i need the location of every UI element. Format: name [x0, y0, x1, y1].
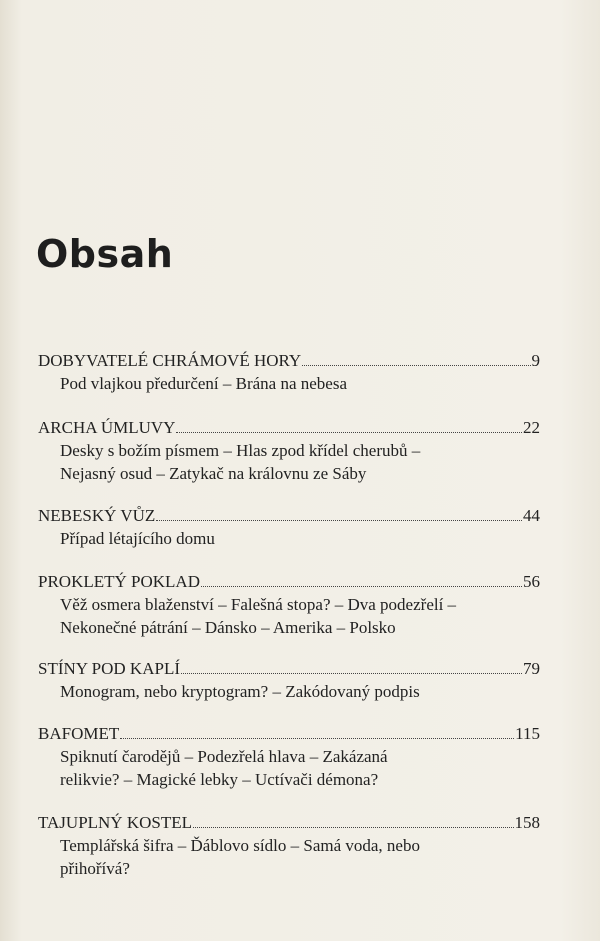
dot-leader	[193, 823, 514, 828]
page-number: 56	[523, 572, 540, 591]
page-number: 79	[523, 659, 540, 678]
toc-entry-heading	[38, 505, 540, 527]
page-number: 9	[531, 351, 540, 370]
toc-entry-heading	[38, 723, 540, 745]
chapter-title: PROKLETÝ POKLAD	[38, 572, 200, 591]
chapter-title: ARCHA ÚMLUVY	[38, 418, 176, 437]
dot-leader	[156, 516, 522, 521]
toc-entry-heading	[38, 658, 540, 680]
toc-entry-heading	[38, 571, 540, 593]
dot-leader	[120, 734, 514, 739]
chapter-subtopics: relikvie? – Magické lebky – Uctívači démona?	[60, 770, 379, 789]
chapter-subtopics: Nekonečné pátrání – Dánsko – Amerika – Polsko	[60, 618, 396, 637]
dot-leader	[181, 669, 522, 674]
page-number: 44	[523, 506, 540, 525]
page-number: 22	[523, 418, 540, 437]
chapter-subtopics: Věž osmera blaženství – Falešná stopa? – Dva podezřelí –	[60, 595, 457, 614]
toc-entry	[38, 505, 540, 550]
dot-leader	[176, 428, 522, 433]
chapter-title: NEBESKÝ VŮZ	[38, 506, 156, 525]
chapter-subtopics: Pod vlajkou předurčení – Brána na nebesa	[60, 374, 348, 393]
chapter-subtopics: Nejasný osud – Zatykač na královnu ze Sáby	[60, 464, 367, 483]
chapter-subtopics: Desky s božím písmem – Hlas zpod křídel cherubů –	[60, 441, 421, 460]
toc-entry	[38, 658, 540, 703]
chapter-title: STÍNY POD KAPLÍ	[38, 659, 180, 678]
toc-entry-heading	[38, 812, 540, 834]
toc-entry	[38, 350, 540, 395]
dot-leader	[302, 361, 530, 366]
chapter-subtopics: Případ létajícího domu	[60, 529, 215, 548]
page-number: 115	[515, 724, 540, 743]
page-title: Obsah	[36, 232, 174, 276]
chapter-title: BAFOMET	[38, 724, 120, 743]
toc-entry-heading	[38, 350, 540, 372]
toc-entry	[38, 571, 540, 639]
chapter-title: DOBYVATELÉ CHRÁMOVÉ HORY	[38, 351, 302, 370]
toc-entry-heading	[38, 417, 540, 439]
dot-leader	[201, 582, 522, 587]
chapter-subtopics: přihořívá?	[60, 859, 130, 878]
chapter-subtopics: Monogram, nebo kryptogram? – Zakódovaný podpis	[60, 682, 420, 701]
page-number: 158	[514, 813, 540, 832]
chapter-title: TAJUPLNÝ KOSTEL	[38, 813, 192, 832]
toc-entry	[38, 723, 540, 791]
chapter-subtopics: Templářská šifra – Ďáblovo sídlo – Samá voda, nebo	[60, 836, 420, 855]
toc-entry	[38, 417, 540, 485]
toc-entry	[38, 812, 540, 880]
chapter-subtopics: Spiknutí čarodějů – Podezřelá hlava – Zakázaná	[60, 747, 388, 766]
